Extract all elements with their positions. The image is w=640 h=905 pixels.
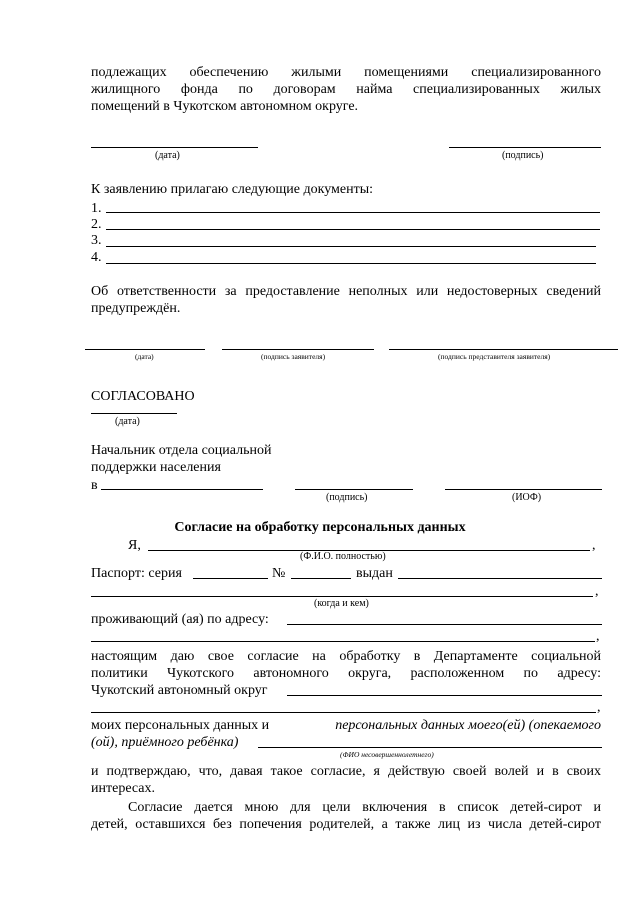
- minor-name-field[interactable]: [258, 747, 602, 748]
- confirm-line-2: интересах.: [91, 781, 155, 796]
- confirm-line-1: и подтверждаю, что, давая такое согласие, я действую своей волей и в своих: [91, 764, 601, 779]
- passport-number-label: №: [272, 566, 286, 581]
- date-caption-2: (дата): [135, 352, 154, 361]
- attachment-number-3: 3.: [91, 233, 102, 248]
- representative-signature-caption: (подпись представителя заявителя): [438, 352, 551, 361]
- region-comma: ,: [597, 700, 601, 715]
- passport-label: Паспорт: серия: [91, 566, 182, 581]
- attachment-field-3[interactable]: [106, 246, 596, 247]
- approval-date-caption: (дата): [115, 416, 140, 427]
- issued-comma: ,: [595, 584, 599, 599]
- child-data-text-2: (ой), приёмного ребёнка): [91, 735, 239, 750]
- address-field-line[interactable]: [287, 624, 602, 625]
- minor-name-caption: (ФИО несовершеннолетнего): [340, 750, 434, 759]
- applicant-signature-line[interactable]: [222, 349, 374, 350]
- consent-i-label: Я,: [128, 538, 141, 553]
- region-address-field[interactable]: [287, 695, 602, 696]
- purpose-line-2: детей, оставшихся без попечения родителей, а также лиц из числа детей-сирот: [91, 817, 601, 832]
- attachment-field-2[interactable]: [106, 229, 600, 230]
- applicant-signature-caption: (подпись заявителя): [261, 352, 326, 361]
- date-caption: (дата): [155, 150, 180, 161]
- address-field-line-2[interactable]: [91, 641, 595, 642]
- signature-caption: (подпись): [502, 150, 544, 161]
- date-field-line-2[interactable]: [85, 349, 205, 350]
- head-signature-line[interactable]: [295, 489, 413, 490]
- warning-line-2: предупреждён.: [91, 301, 181, 316]
- approval-title: СОГЛАСОВАНО: [91, 389, 195, 404]
- representative-signature-line[interactable]: [389, 349, 618, 350]
- consent-paragraph-line-2: политики Чукотского автономного округа, расположенном по адресу:: [91, 666, 601, 681]
- address-label: проживающий (ая) по адресу:: [91, 612, 269, 627]
- signature-field-line[interactable]: [449, 147, 601, 148]
- intro-line-1: подлежащих обеспечению жилыми помещениями специализированного: [91, 65, 601, 80]
- head-signature-caption: (подпись): [326, 492, 368, 503]
- attachment-number-4: 4.: [91, 250, 102, 265]
- fio-caption: (Ф.И.О. полностью): [300, 551, 386, 562]
- attachments-heading: К заявлению прилагаю следующие документы:: [91, 182, 374, 197]
- purpose-line-1: Согласие дается мною для цели включения в список детей-сирот и: [128, 800, 601, 815]
- child-data-text: персональных данных моего(ей) (опекаемого: [335, 718, 601, 733]
- consent-paragraph-line-1: настоящим даю свое согласие на обработку в Департаменте социальной: [91, 649, 601, 664]
- passport-issued-label: выдан: [356, 566, 393, 581]
- region-address-field-2[interactable]: [91, 712, 596, 713]
- consent-title: Согласие на обработку персональных данных: [174, 520, 466, 535]
- warning-line-1: Об ответственности за предоставление неполных или недостоверных сведений: [91, 284, 601, 299]
- attachment-number-2: 2.: [91, 217, 102, 232]
- passport-series-field[interactable]: [193, 578, 268, 579]
- head-title-line-1: Начальник отдела социальной: [91, 443, 272, 458]
- consent-paragraph-line-3: Чукотский автономный округ: [91, 683, 268, 698]
- head-name-caption: (ИОФ): [512, 492, 542, 503]
- issued-caption: (когда и кем): [314, 598, 369, 609]
- in-prefix: в: [91, 478, 98, 493]
- head-name-line[interactable]: [445, 489, 602, 490]
- department-field-line[interactable]: [101, 489, 263, 490]
- personal-data-text: моих персональных данных и: [91, 718, 270, 733]
- intro-line-2: жилищного фонда по договорам найма специализированных жилых: [91, 82, 601, 97]
- date-field-line[interactable]: [91, 147, 258, 148]
- passport-number-field[interactable]: [291, 578, 351, 579]
- attachment-field-1[interactable]: [106, 212, 600, 213]
- head-title-line-2: поддержки населения: [91, 460, 221, 475]
- address-comma: ,: [596, 629, 600, 644]
- attachment-field-4[interactable]: [106, 263, 596, 264]
- fio-comma: ,: [592, 538, 596, 553]
- approval-date-line[interactable]: [91, 413, 177, 414]
- attachment-number-1: 1.: [91, 201, 102, 216]
- intro-line-3: помещений в Чукотском автономном округе.: [91, 99, 359, 114]
- passport-issued-field-2[interactable]: [91, 596, 593, 597]
- passport-issued-field[interactable]: [398, 578, 602, 579]
